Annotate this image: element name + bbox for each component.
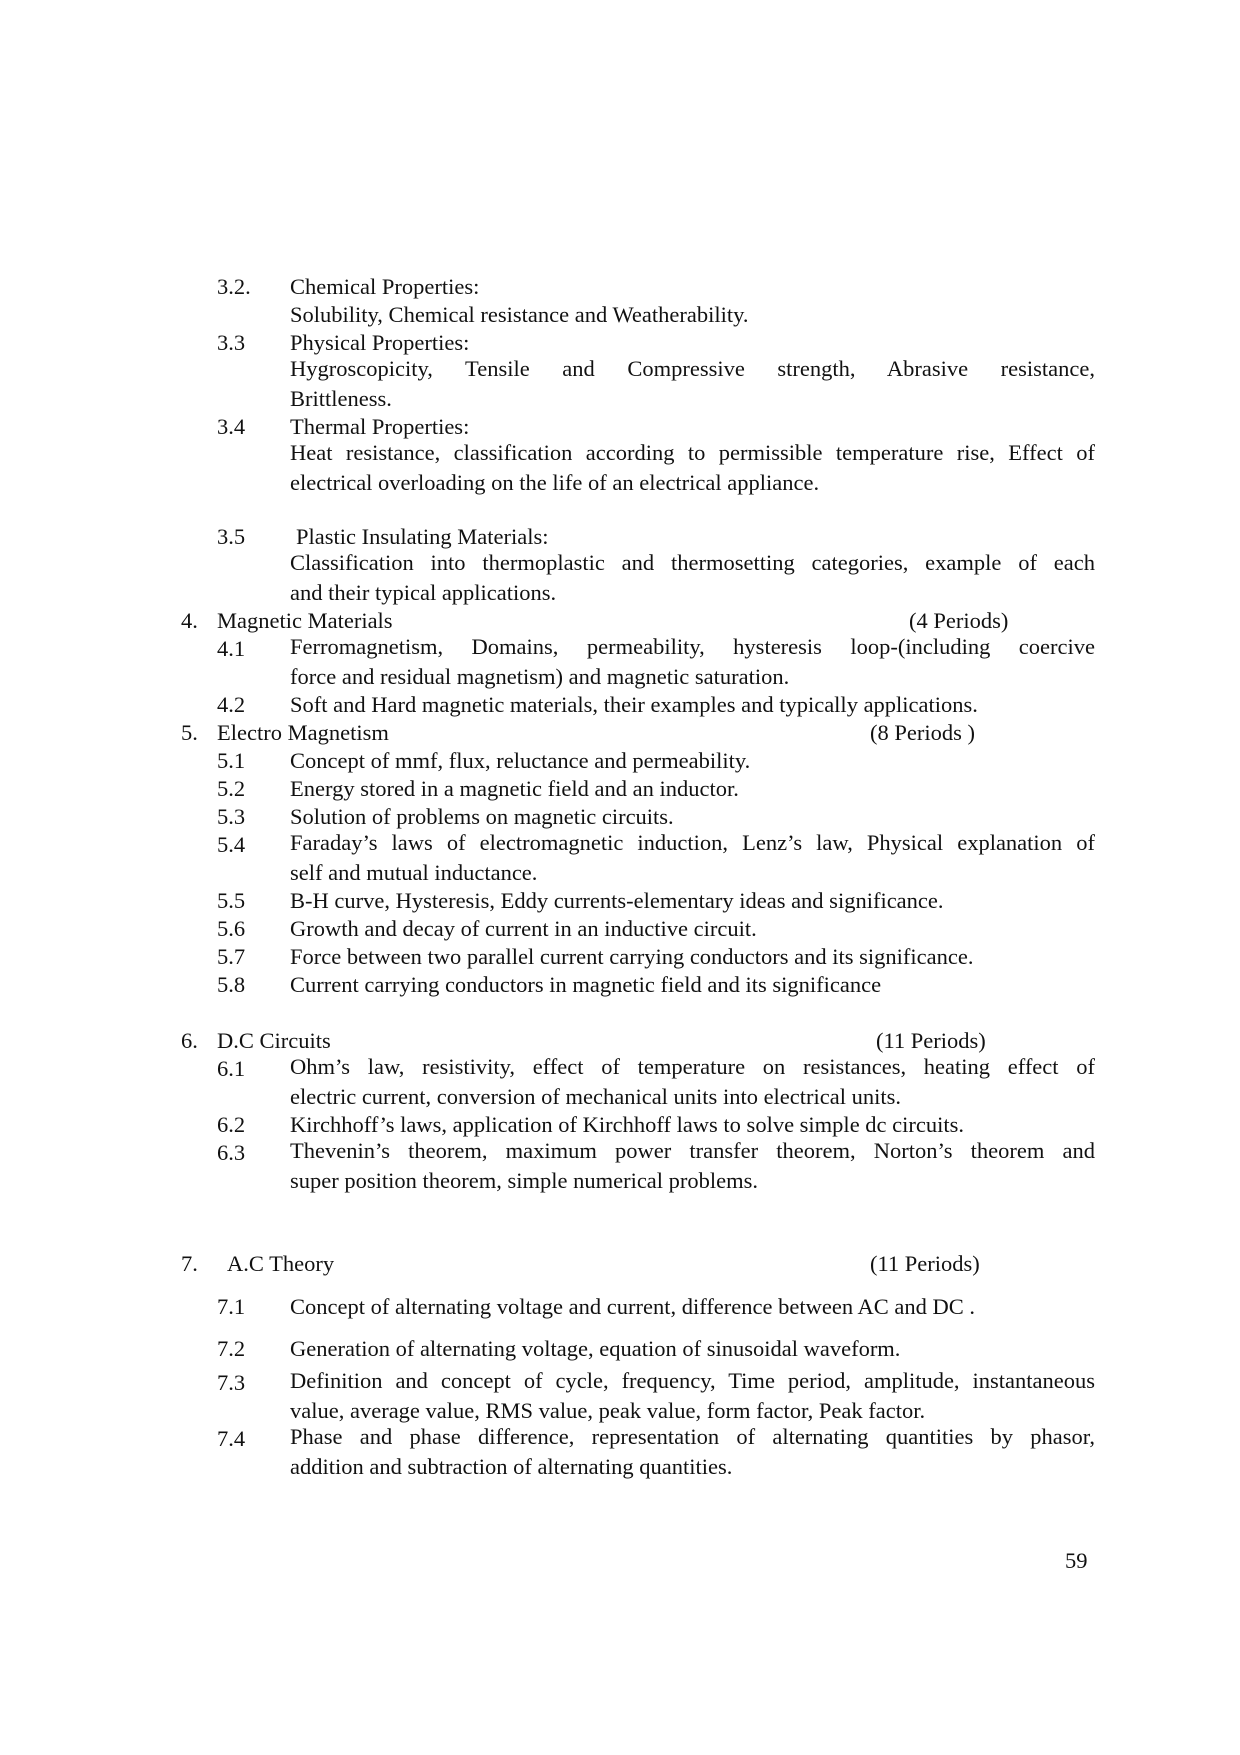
item-number: 3.3: [217, 330, 246, 355]
subsection-text: Concept of mmf, flux, reluctance and permeability.: [290, 748, 751, 773]
item-text: and their typical applications.: [290, 580, 557, 605]
subsection-number: 7.1: [217, 1294, 246, 1319]
item-heading: Chemical Properties:: [290, 274, 480, 299]
subsection-text: Faraday’s laws of electromagnetic induction, Lenz’s law, Physical explanation of: [290, 830, 1095, 855]
item-text: electrical overloading on the life of an electrical appliance.: [290, 470, 820, 495]
subsection-number: 5.1: [217, 748, 246, 773]
section-title: D.C Circuits: [217, 1028, 331, 1053]
subsection-text: B-H curve, Hysteresis, Eddy currents-elementary ideas and significance.: [290, 888, 944, 913]
item-text: Heat resistance, classification according to permissible temperature rise, Effect of: [290, 440, 1095, 465]
item-heading: Physical Properties:: [290, 330, 470, 355]
subsection-number: 5.3: [217, 804, 246, 829]
subsection-number: 5.8: [217, 972, 246, 997]
item-text: Brittleness.: [290, 386, 392, 411]
item-number: 3.4: [217, 414, 246, 439]
item-text: Hygroscopicity, Tensile and Compressive strength, Abrasive resistance,: [290, 356, 1095, 381]
section-number: 5.: [181, 720, 198, 745]
subsection-text: Generation of alternating voltage, equation of sinusoidal waveform.: [290, 1336, 901, 1361]
item-text: Solubility, Chemical resistance and Weatherability.: [290, 302, 749, 327]
subsection-text: Ferromagnetism, Domains, permeability, hysteresis loop-(including coercive: [290, 634, 1095, 659]
item-heading: Plastic Insulating Materials:: [296, 524, 549, 549]
section-periods: (11 Periods): [870, 1251, 980, 1276]
subsection-text: Definition and concept of cycle, frequency, Time period, amplitude, instantaneous: [290, 1368, 1095, 1393]
section-title: A.C Theory: [227, 1251, 335, 1276]
subsection-text: electric current, conversion of mechanical units into electrical units.: [290, 1084, 902, 1109]
item-text: Classification into thermoplastic and thermosetting categories, example of each: [290, 550, 1095, 575]
section-number: 4.: [181, 608, 198, 633]
subsection-number: 5.6: [217, 916, 246, 941]
subsection-number: 4.2: [217, 692, 246, 717]
page-number: 59: [1065, 1548, 1088, 1573]
subsection-number: 7.3: [217, 1370, 246, 1395]
section-periods: (8 Periods ): [870, 720, 975, 745]
subsection-number: 5.7: [217, 944, 246, 969]
subsection-text: Solution of problems on magnetic circuits.: [290, 804, 674, 829]
subsection-number: 4.1: [217, 636, 246, 661]
subsection-number: 5.5: [217, 888, 246, 913]
subsection-number: 5.4: [217, 832, 246, 857]
subsection-text: Soft and Hard magnetic materials, their examples and typically applications.: [290, 692, 978, 717]
section-periods: (4 Periods): [909, 608, 1009, 633]
subsection-text: Force between two parallel current carrying conductors and its significance.: [290, 944, 974, 969]
section-number: 6.: [181, 1028, 198, 1053]
subsection-number: 7.2: [217, 1336, 246, 1361]
section-title: Electro Magnetism: [217, 720, 389, 745]
subsection-text: super position theorem, simple numerical problems.: [290, 1168, 759, 1193]
subsection-number: 6.1: [217, 1056, 246, 1081]
subsection-text: Current carrying conductors in magnetic field and its significance: [290, 972, 882, 997]
subsection-text: Kirchhoff’s laws, application of Kirchhoff laws to solve simple dc circuits.: [290, 1112, 965, 1137]
subsection-number: 6.2: [217, 1112, 246, 1137]
item-number: 3.2.: [217, 274, 251, 299]
subsection-text: Concept of alternating voltage and current, difference between AC and DC .: [290, 1294, 975, 1319]
subsection-number: 5.2: [217, 776, 246, 801]
section-periods: (11 Periods): [876, 1028, 986, 1053]
subsection-text: Energy stored in a magnetic field and an inductor.: [290, 776, 739, 801]
subsection-number: 6.3: [217, 1140, 246, 1165]
section-number: 7.: [181, 1251, 198, 1276]
subsection-text: value, average value, RMS value, peak value, form factor, Peak factor.: [290, 1398, 926, 1423]
subsection-text: Growth and decay of current in an inductive circuit.: [290, 916, 757, 941]
item-heading: Thermal Properties:: [290, 414, 470, 439]
subsection-text: addition and subtraction of alternating quantities.: [290, 1454, 733, 1479]
section-title: Magnetic Materials: [217, 608, 393, 633]
subsection-number: 7.4: [217, 1426, 246, 1451]
subsection-text: Ohm’s law, resistivity, effect of temperature on resistances, heating effect of: [290, 1054, 1095, 1079]
subsection-text: Thevenin’s theorem, maximum power transfer theorem, Norton’s theorem and: [290, 1138, 1095, 1163]
subsection-text: Phase and phase difference, representation of alternating quantities by phasor,: [290, 1424, 1095, 1449]
subsection-text: force and residual magnetism) and magnetic saturation.: [290, 664, 790, 689]
item-number: 3.5: [217, 524, 246, 549]
subsection-text: self and mutual inductance.: [290, 860, 538, 885]
